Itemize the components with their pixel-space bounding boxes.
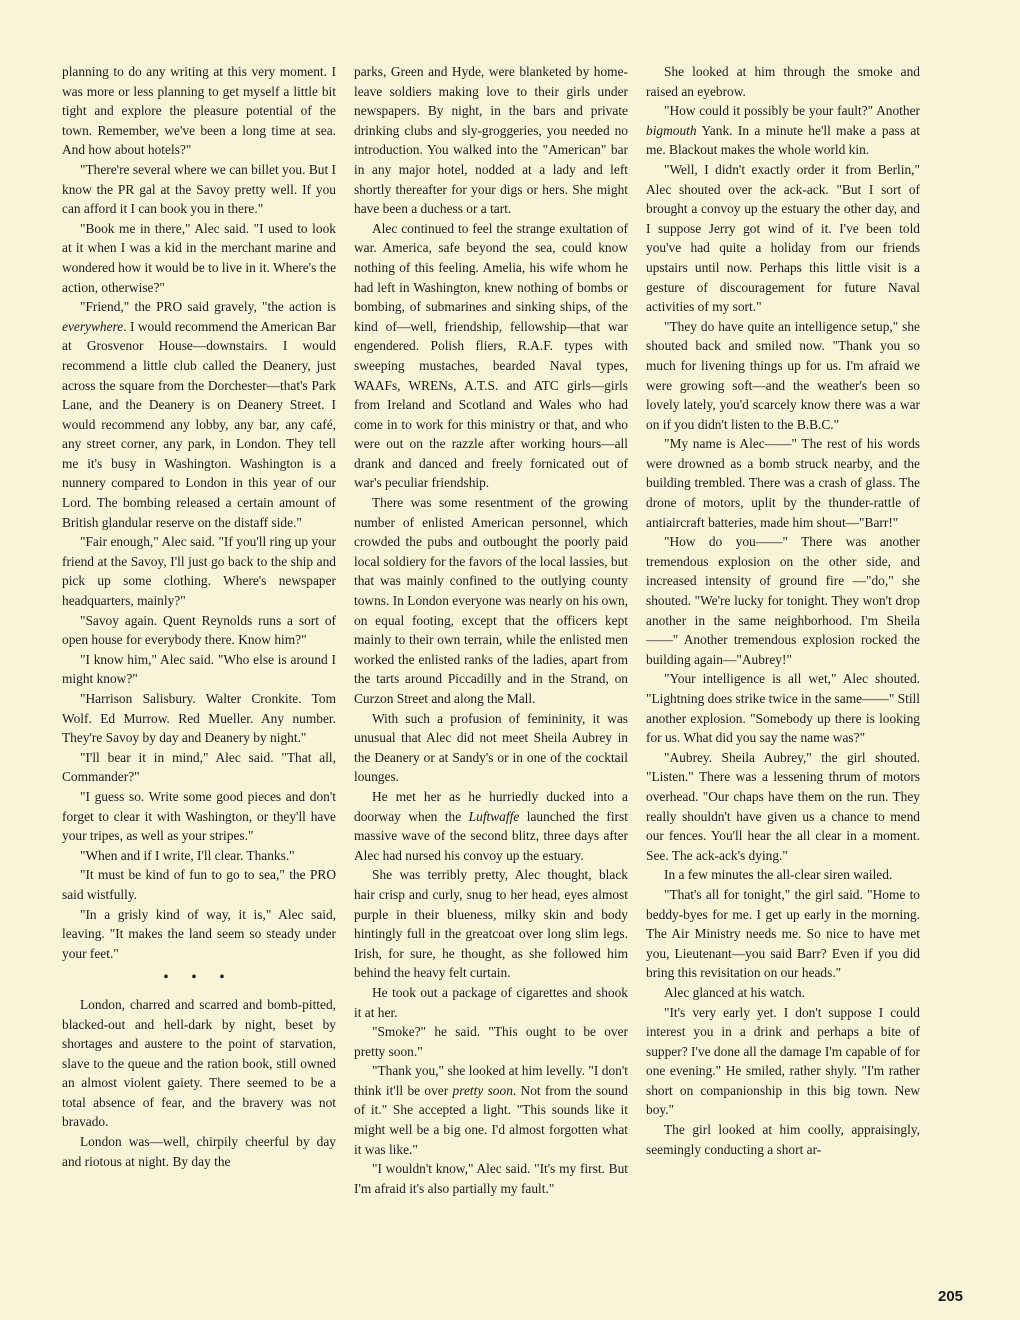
paragraph: parks, Green and Hyde, were blanketed by home-leave soldiers making love to their girls under newspapers. By night, in the bars and private drinking clubs and sly-groggeries, you needed no introduction. You walked into the "American" bar in any major hotel, nodded at a lady and left shortly thereafter for your digs or hers. She might have been a duchess or a tart. — [354, 64, 628, 217]
paragraph — [354, 787, 628, 865]
paragraph — [62, 297, 336, 532]
paragraph: "Fair enough," Alec said. "If you'll ring up your friend at the Savoy, I'll just go back to the ship and pick up some clothing. Where's newspaper headquarters, mainly?" — [62, 534, 336, 609]
paragraph: "I wouldn't know," Alec said. "It's my first. But I'm afraid it's also partially my fault." — [354, 1161, 628, 1196]
paragraph: "Your intelligence is all wet," Alec shouted. "Lightning does strike twice in the same——" Still another explosion. "Somebody up there is looking for us. What did you say the name was?" — [646, 671, 920, 746]
paragraph: She looked at him through the smoke and raised an eyebrow. — [646, 64, 920, 99]
paragraph: London was—well, chirpily cheerful by day and riotous at night. By day the — [62, 1134, 336, 1169]
text-column-1 — [62, 62, 336, 1171]
paragraph: "I'll bear it in mind," Alec said. "That all, Commander?" — [62, 749, 336, 785]
paragraph: He took out a package of cigarettes and shook it at her. — [354, 984, 628, 1020]
paragraph: planning to do any writing at this very moment. I was more or less planning to get myself a little bit tight and explore the pleasure potential of the town. Remember, we've been a long time at sea. And how about hotels?" — [62, 64, 336, 158]
text-run: "Thank you," she looked at him levelly. "I don't think it'll be over — [354, 1063, 628, 1098]
text-run: He met her as he hurriedly ducked into a doorway when the — [354, 788, 628, 824]
paragraph: "That's all for tonight," the girl said. "Home to beddy-byes for me. I get up early in the morning. The Air Ministry needs me. So nice to have met you, Lieutenant—you said Barr? Even if you did bring this revisitation on our heads." — [646, 886, 920, 981]
paragraph: She was terribly pretty, Alec thought, black hair crisp and curly, snug to her head, eyes almost purple in their blueness, milky skin and body hintingly full in the greatcoat over long slim legs. Irish, for sure, he thought, as she followed him behind the heavy felt curtain. — [354, 867, 628, 981]
paragraph: "How do you——" There was another tremendous explosion on the other side, and increased intensity of ground fire —"do," she shouted. "We're lucky for tonight. They won't drop another in the same neighborhood. I'm Sheila——" Another tremendous explosion rocked the building again—"Aubrey!" — [646, 534, 920, 667]
italic-text: pretty soon — [452, 1082, 513, 1098]
text-column-2 — [354, 62, 628, 1198]
paragraph: "Book me in there," Alec said. "I used to look at it when I was a kid in the merchant marine and wondered how it would be to live in it. Where's the action, otherwise?" — [62, 220, 337, 295]
paragraph: There was some resentment of the growing number of enlisted American personnel, which crowded the pubs and outbought the poorly paid local soldiery for the favors of the local lassies, but that was mainly confined to the outlying county towns. In London everyone was nearly on his own, on equal footing, except that the officers kept mainly to their own terrain, while the enlisted men worked the enlisted ranks of the ladies, apart from the tarts around Piccadilly and in the Strand, on Curzon Street and along the Mall. — [354, 495, 628, 706]
text-run: "Friend," the PRO said gravely, "the action is — [80, 299, 336, 315]
paragraph: "I guess so. Write some good pieces and don't forget to clear it with Washington, or they'll have your tripes, as well as your stripes." — [62, 788, 336, 844]
paragraph: "It must be kind of fun to go to sea," the PRO said wistfully. — [62, 867, 336, 902]
paragraph: In a few minutes the all-clear siren wailed. — [664, 867, 893, 883]
paragraph: "I know him," Alec said. "Who else is around I might know?" — [62, 651, 336, 687]
paragraph — [646, 101, 920, 160]
page-number: 205 — [938, 1288, 964, 1305]
text-column-3 — [646, 62, 920, 1159]
paragraph: "My name is Alec——" The rest of his words were drowned as a bomb struck nearby, and the building trembled. There was a crash of glass. The drone of motors, uplit by the thunder-rattle of antiaircraft batteries, made him shout—"Barr!" — [646, 436, 920, 530]
paragraph: "It's very early yet. I don't suppose I could interest you in a drink and perhaps a bite of supper? I've done all the damage I'm capable of for one evening." He smiled, rather shyly. "I'm rather short on companionship in this big town. New boy." — [646, 1004, 920, 1118]
text-run: launched the first massive wave of the second blitz, three days after Alec had nursed his convoy up the estuary. — [354, 808, 628, 863]
paragraph: The girl looked at him coolly, appraisingly, seemingly conducting a short ar- — [646, 1122, 920, 1157]
paragraph: Alec glanced at his watch. — [664, 984, 805, 1000]
paragraph: With such a profusion of femininity, it was unusual that Alec did not meet Sheila Aubrey in the Deanery or at Sandy's or in one of the cocktail lounges. — [354, 710, 628, 785]
text-run: Yank. In a minute he'll make a pass at me. Blackout makes the whole world kin. — [646, 122, 920, 158]
paragraph: "Savoy again. Quent Reynolds runs a sort of open house for everybody there. Know him?" — [62, 612, 336, 648]
paragraph: Alec continued to feel the strange exultation of war. America, safe beyond the sea, could know nothing of this feeling. Amelia, his wife whom he had left in Washington, knew nothing of bombs or bombing, of submarines and sinking ships, of the kind of—well, friendship, fellowship—that war engendered. Polish fliers, R.A.F. types with sweeping mustaches, bearded Naval types, WAAFs, WRENs, A.T.S. and ATC girls—girls from Ireland and Scotland and Wales who had come in to work for this ministry or that, and who were out on the razzle after working hours—all drank and danced and freely fornicated out of war's peculiar friendship. — [354, 220, 628, 491]
text-run: "How could it possibly be your fault?" Another — [664, 103, 920, 119]
italic-text: Luftwaffe — [468, 808, 520, 824]
section-break: • • • — [163, 969, 235, 985]
paragraph: London, charred and scarred and bomb-pitted, blacked-out and hell-dark by night, beset by shortages and austere to the point of starvation, slave to the queue and the ration book, still owned an almost violent gaiety. There seemed to be a total absence of fear, and the bravery was not bravado. — [62, 996, 336, 1130]
paragraph — [354, 1061, 628, 1159]
italic-text: bigmouth — [646, 122, 697, 138]
text-run: . I would recommend the American Bar at Grosvenor House—downstairs. I would recommend a little club called the Deanery, just across the square from the Dorchester—that's Park Lane, and the Deanery is on Deanery Street. I would recommend any lobby, any bar, any café, any street corner, any park, in London. They tell me it's busy in Washington. Washington is a nunnery compared to London in this year of our Lord. The bombing released a certain amount of British glandular reserve on the distaff side." — [62, 318, 336, 530]
paragraph: "Well, I didn't exactly order it from Berlin," Alec shouted over the ack-ack. "But I sort of brought a convoy up the estuary the other day, and I suppose Jerry got wind of it. I've been told you've had quite a holiday from our friends upstairs until now. Perhaps this little visit is a gesture of discouragement for future Naval activities of my sort." — [646, 161, 920, 315]
paragraph: "They do have quite an intelligence setup," she shouted back and smiled now. "Thank you so much for livening things up for us. I'm afraid we were growing soft—and the weather's been so lovely lately, you'd scarcely know there was a war on if you didn't listen to the B.B.C." — [646, 318, 920, 432]
paragraph: "Aubrey. Sheila Aubrey," the girl shouted. "Listen." There was a lessening thrum of motors overhead. "Our chaps have them on the run. They really shouldn't have given us a chance to mend our fences. You'll hear the all clear in a moment. See. The ack-ack's dying." — [646, 749, 920, 863]
text-run: . Not from the sound of it." She accepted a light. "This sounds like it might well be a big one. I'd almost forgotten what it was like." — [354, 1082, 628, 1157]
paragraph: "When and if I write, I'll clear. Thanks." — [80, 847, 295, 863]
italic-text: everywhere — [62, 318, 124, 334]
paragraph: "Harrison Salisbury. Walter Cronkite. Tom Wolf. Ed Murrow. Red Mueller. Any number. They're Savoy by day and Deanery by night." — [62, 691, 336, 746]
paragraph: "Smoke?" he said. "This ought to be over pretty soon." — [354, 1024, 628, 1059]
paragraph: "There're several where we can billet you. But I know the PR gal at the Savoy pretty well. If you can afford it I can book you in there." — [62, 161, 336, 217]
paragraph: "In a grisly kind of way, it is," Alec said, leaving. "It makes the land seem so steady under your feet." — [62, 906, 336, 961]
